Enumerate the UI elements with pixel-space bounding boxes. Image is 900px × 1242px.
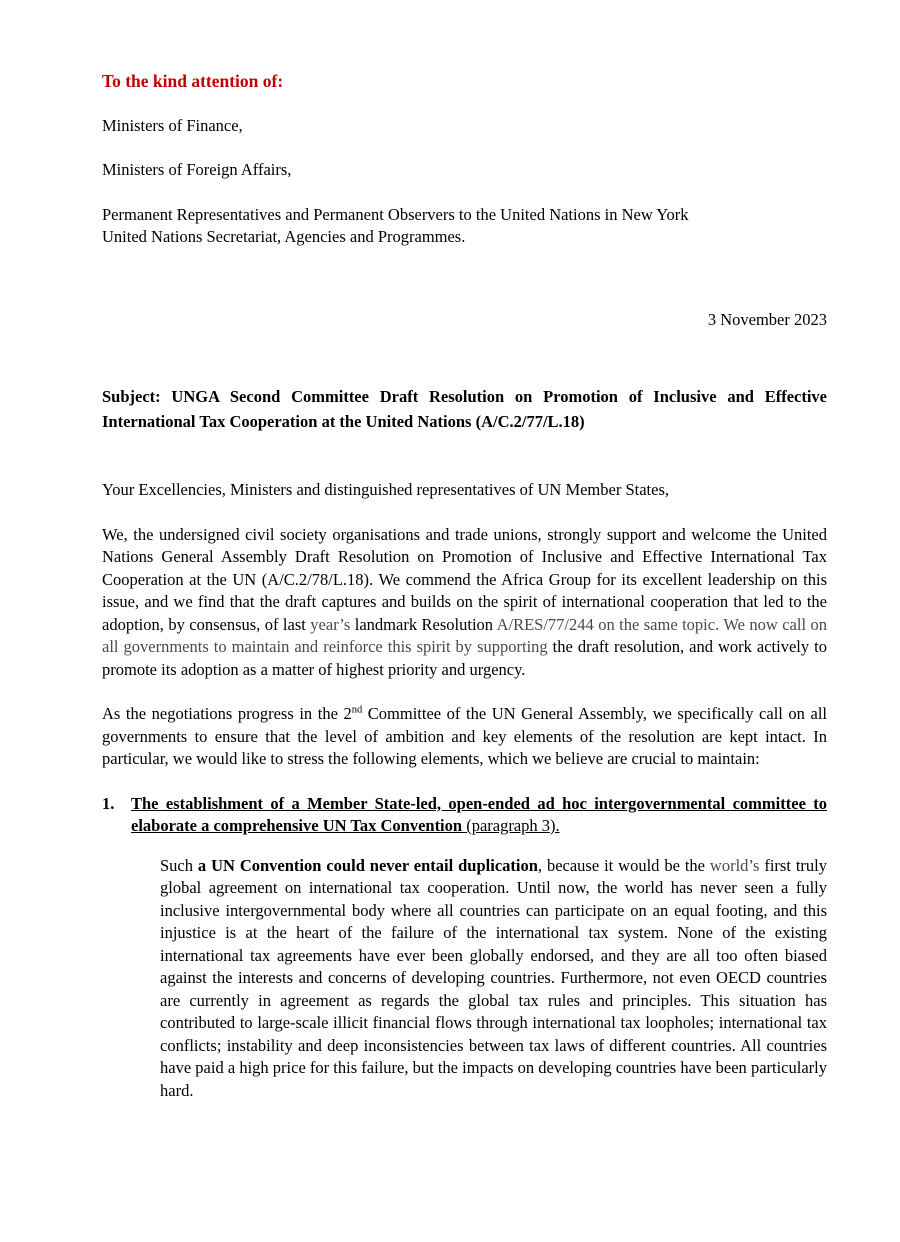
recipient-un-secretariat-line2: United Nations Secretariat, Agencies and Programmes. [102, 227, 466, 246]
recipient-ministers-foreign-affairs: Ministers of Foreign Affairs, [102, 160, 292, 179]
recipient-ministers-finance: Ministers of Finance, [102, 115, 243, 135]
subject-line: Subject: UNGA Second Committee Draft Resolution on Promotion of Inclusive and Effective International Tax Cooperation at the United Nations (A/C.2/77/L.18) [102, 387, 827, 431]
paragraph-support-resolution [102, 524, 827, 682]
text-segment: As the negotiations progress in the 2 [102, 704, 352, 723]
text-segment: nd [351, 704, 363, 716]
recipient-permanent-representatives-line1: Permanent Representatives and Permanent Observers to the United Nations in New York [102, 204, 689, 224]
text-segment: year’s [310, 614, 355, 634]
salutation: Your Excellencies, Ministers and distinguished representatives of UN Member States, [102, 480, 670, 499]
text-segment: The establishment of a Member State-led, open-ended ad hoc intergovernmental committee to elaborate a comprehensive UN Tax Convention [131, 793, 827, 835]
attention-heading: To the kind attention of: [102, 71, 284, 91]
text-segment: landmark Resolution [354, 614, 497, 634]
text-segment: A/RES/77/244 on the same topic. We now call on all governments to maintain and reinforce this spirit by supporting [102, 614, 827, 656]
text-segment: first truly global agreement on international tax cooperation. Until now, the world has never seen a fully inclusive intergovernmental body where all countries can participate on an equal footing, and this injustice is at the heart of the failure of the international tax system. None of the existing international tax agreements have ever been globally endorsed, and they are all too often biased against the interests and concerns of developing countries. Furthermore, not even OECD countries are currently in agreement as regards the global tax rules and principles. This situation has contributed to large-scale illicit financial flows through international tax loopholes; international tax conflicts; instability and deep inconsistencies between tax laws of different countries. All countries have paid a high price for this failure, but the impacts on developing countries have been particularly hard. [160, 855, 827, 1100]
letter-date: 3 November 2023 [707, 309, 827, 329]
list-item-1-number: 1. [102, 793, 115, 813]
text-segment: , because it would be the [537, 855, 710, 875]
recipient-permanent-representatives [102, 204, 827, 249]
paragraph-un-convention [160, 855, 827, 1103]
list-item-1 [102, 793, 827, 838]
text-segment: (paragraph 3). [462, 816, 560, 835]
list-item-1-heading [131, 793, 827, 838]
text-segment: We, the undersigned civil society organisations and trade unions, strongly support and welcome the United Nations General Assembly Draft Resolution on Promotion of Inclusive and Effective International Tax Cooperation at the UN (A/C.2/78/L.18). We commend the Africa Group for its excellent leadership on this issue, and we find that the draft captures and builds on the spirit of international cooperation that led to the adoption, by consensus, of last [102, 524, 827, 634]
text-segment: world’s [709, 855, 760, 875]
text-segment: Such [160, 855, 198, 875]
paragraph-negotiations [102, 703, 827, 771]
text-segment: Committee of the UN General Assembly, we specifically call on all governments to ensure that the level of ambition and key elements of the resolution are kept intact. In particular, we would like to stress the following elements, which we believe are crucial to maintain: [102, 704, 827, 768]
text-segment: the draft resolution, and work actively to promote its adoption as a matter of highest priority and urgency. [102, 637, 827, 679]
text-segment: a UN Convention could never entail duplication [197, 855, 538, 875]
